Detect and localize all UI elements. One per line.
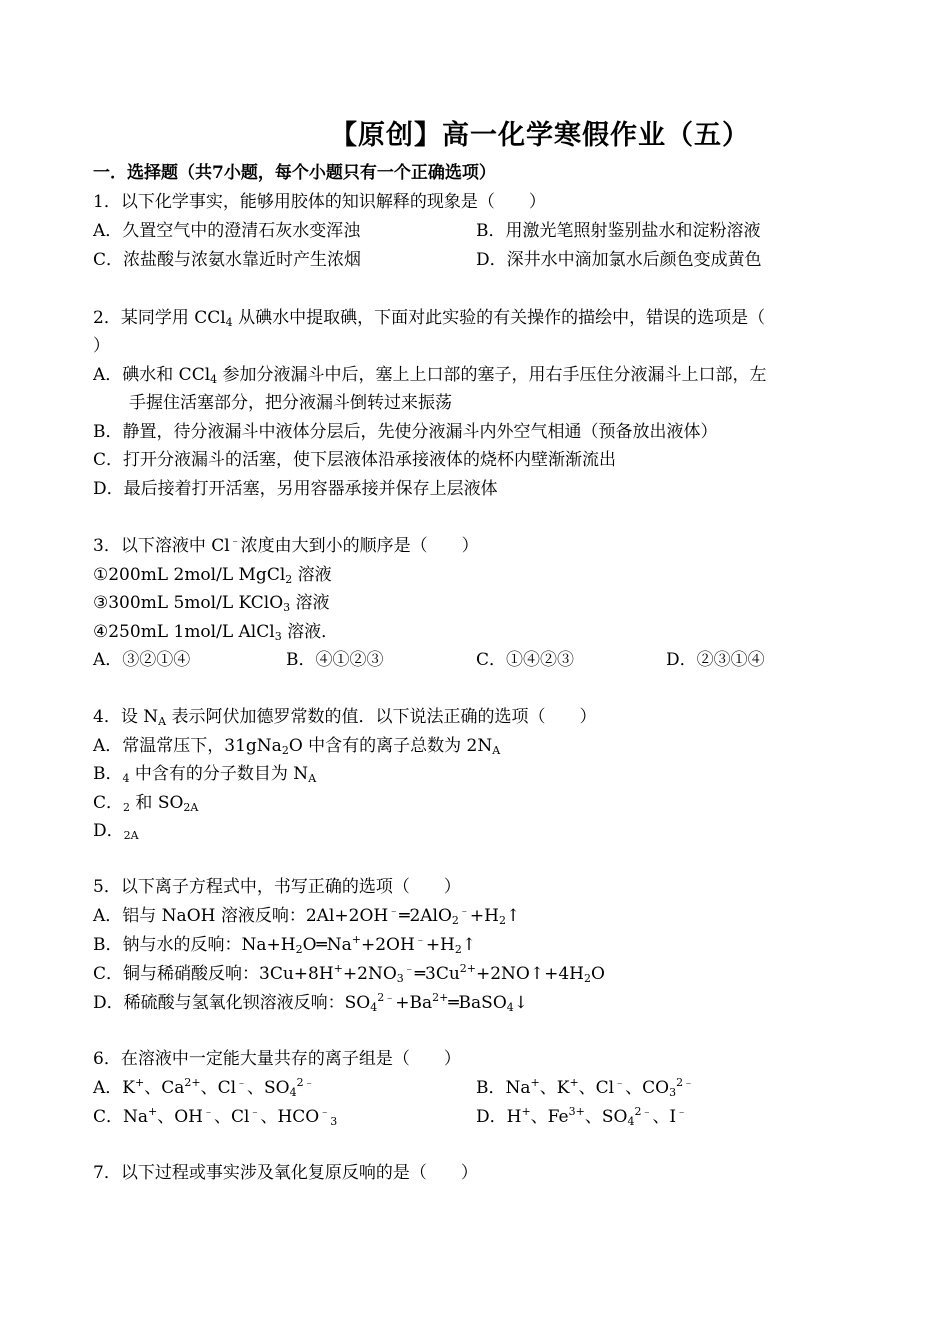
question-3-option-a: A．③②①④ [93, 650, 191, 670]
question-5-option-d: D．稀硫酸与氢氧化钡溶液反响：$SO_4^{2﹣}+Ba^{2+}═BaSO_4↓$ [93, 991, 529, 1014]
question-1-stem: 1．以下化学事实，能够用胶体的知识解释的现象是（ ） [93, 192, 546, 212]
question-6-stem: 6．在溶液中一定能大量共存的离子组是（ ） [93, 1049, 461, 1069]
question-3-item-4: ④250mL 1mol/L AlCl$_3$ 溶液． [93, 622, 339, 643]
question-3-stem: 3．以下溶液中 Cl﹣浓度由大到小的顺序是（ ） [93, 534, 479, 556]
question-2-option-a-continued: 手握住活塞部分，把分液漏斗倒转过来振荡 [129, 393, 452, 413]
question-3-item-3: ③300mL 5mol/L KClO$_3$ 溶液 [93, 593, 330, 614]
question-6-option-a: A．K+、$Ca^{2+}$、Cl﹣、$SO_4^{2﹣}$ [93, 1076, 315, 1099]
question-2-stem-continued: ） [93, 336, 110, 356]
question-4-option-b: B．$_4$ 中含有的分子数目为 $N_A$ [93, 764, 317, 785]
question-5-option-a: A．铝与 NaOH 溶液反响：$2Al+2OH^﹣═2AlO_2^﹣+H_2↑$ [93, 904, 521, 927]
question-3-option-c: C．①④②③ [476, 650, 575, 670]
question-6-option-b: B．Na+、K+、Cl﹣、$CO_3^{2﹣}$ [476, 1076, 695, 1099]
question-2-option-c: C．打开分液漏斗的活塞，使下层液体沿承接液体的烧杯内壁渐渐流出 [93, 450, 617, 470]
question-3-option-d: D．②③①④ [666, 650, 765, 670]
question-7-stem: 7．以下过程或事实涉及氧化复原反响的是（ ） [93, 1163, 478, 1183]
question-1-option-a: A．久置空气中的澄清石灰水变浑浊 [93, 221, 361, 241]
question-1-option-b: B．用激光笔照射鉴别盐水和淀粉溶液 [476, 221, 761, 241]
question-4-option-c: C．$_2$ 和 $SO_{2A}$ [93, 793, 199, 814]
question-4-stem: 4．设 $N_A$ 表示阿伏加德罗常数的值．以下说法正确的选项（ ） [93, 707, 597, 728]
question-4-option-d: D．$_{2A}$ [93, 821, 139, 842]
question-1-option-c: C．浓盐酸与浓氨水靠近时产生浓烟 [93, 250, 362, 270]
question-2-option-d: D．最后接着打开活塞，另用容器承接并保存上层液体 [93, 479, 498, 499]
question-2-stem: 2．某同学用 CCl$_4$ 从碘水中提取碘，下面对此实验的有关操作的描绘中，错误的选项是（ [93, 308, 766, 329]
question-2-option-b: B．静置，待分液漏斗中液体分层后，先使分液漏斗内外空气相通（预备放出液体） [93, 422, 718, 442]
question-5-option-b: B．钠与水的反响：$Na+H_2O═Na^++2OH^﹣+H_2↑$ [93, 933, 477, 956]
question-4-option-a: A．常温常压下，31gNa$_2$O 中含有的离子总数为 $2N_A$ [93, 736, 501, 757]
question-6-option-c: C．Na+、OH﹣、Cl﹣、$HCO^﹣_3$ [93, 1105, 338, 1128]
question-2-option-a: A．碘水和 CCl$_4$ 参加分液漏斗中后，塞上上口部的塞子，用右手压住分液漏斗上口部，左 [93, 365, 767, 386]
question-6-option-d: D．H+、$Fe^{3+}$、$SO_4^{2﹣}$、I﹣ [476, 1105, 688, 1128]
question-5-stem: 5．以下离子方程式中，书写正确的选项（ ） [93, 877, 461, 897]
page-title: 【原创】高一化学寒假作业（五） [330, 120, 750, 151]
question-3-option-b: B．④①②③ [286, 650, 384, 670]
question-3-item-1: ①200mL 2mol/L MgCl$_2$ 溶液 [93, 565, 332, 586]
question-5-option-c: C．铜与稀硝酸反响：$3Cu+8H^++2NO_3^﹣═3Cu^{2+}+2NO↑+4H_2O$ [93, 962, 605, 985]
section-heading: 一．选择题（共7小题，每个小题只有一个正确选项） [93, 163, 496, 183]
question-1-option-d: D．深井水中滴加氯水后颜色变成黄色 [476, 250, 762, 270]
